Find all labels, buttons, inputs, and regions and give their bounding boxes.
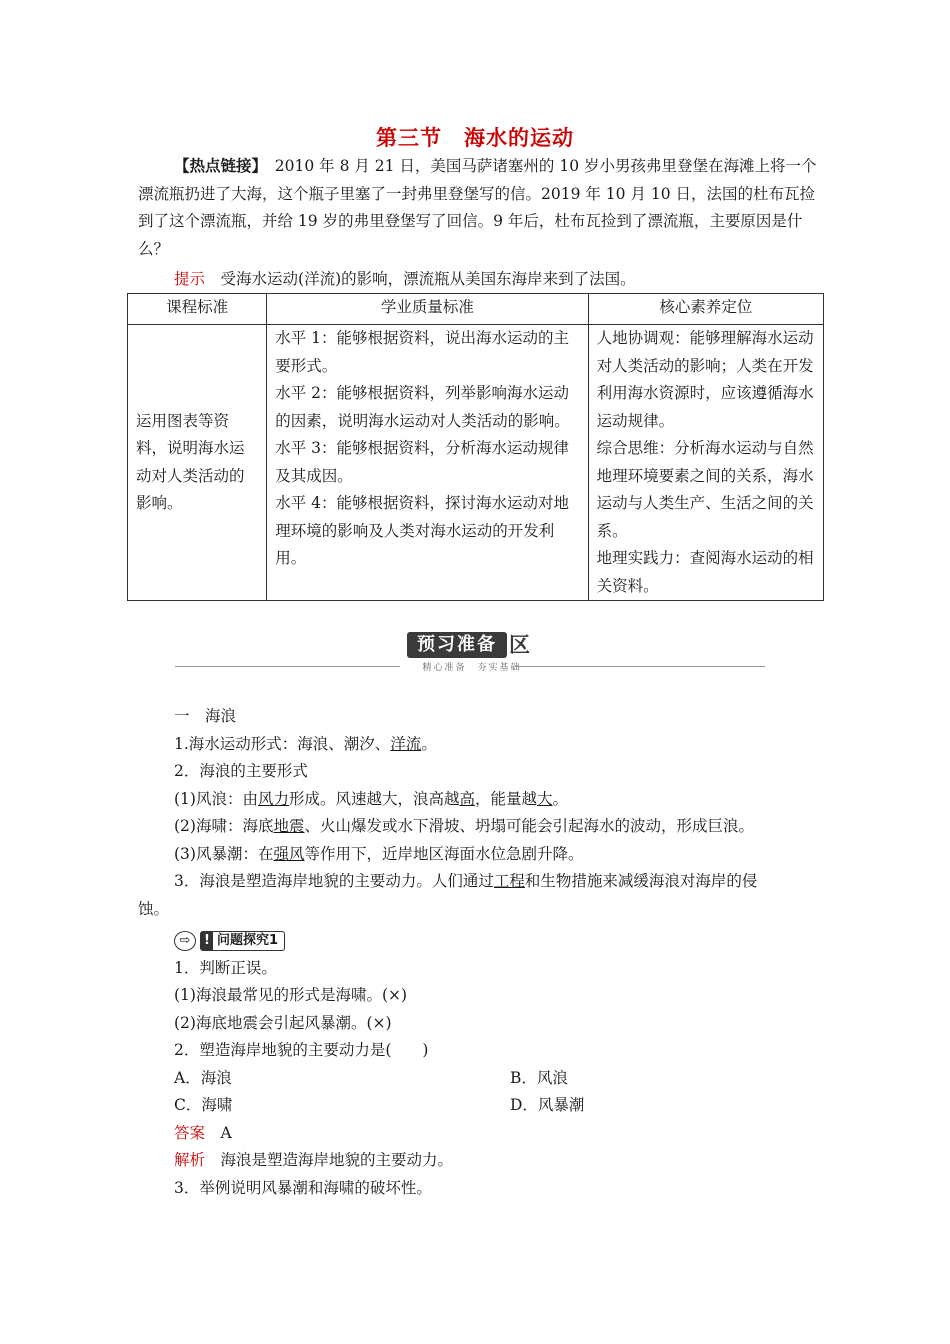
question-2: 2．塑造海岸地貌的主要动力是( )	[174, 1041, 429, 1059]
option-d: D．风暴潮	[510, 1096, 585, 1114]
arrow-icon: ⇨	[174, 931, 196, 951]
surge-text-c: 等作用下，近岸地区海面水位急剧升降。	[304, 844, 584, 863]
question-1: 1．判断正误。	[174, 958, 277, 977]
tsunami-text-c: 、火山爆发或水下滑坡、坍塌可能会引起海水的波动，形成巨浪。	[304, 817, 754, 835]
banner-divider-left	[175, 666, 400, 667]
literacy-cell	[588, 325, 823, 601]
literacy-1: 人地协调观：能够理解海水运动对人类活动的影响；人类在开发利用海水资源时，应该遵循海水运动规律。	[596, 329, 814, 430]
section-banner	[175, 632, 765, 672]
option-a: A．海浪	[174, 1068, 232, 1087]
question-3: 3．举例说明风暴潮和海啸的破坏性。	[174, 1178, 432, 1197]
answer-label: 答案	[174, 1123, 206, 1142]
banner-title: 预习准备	[407, 632, 507, 658]
blank-answer: 风力	[257, 789, 289, 808]
question-1a: (1)海浪最常见的形式是海啸。(×)	[174, 986, 408, 1004]
blank-answer: 洋流	[390, 734, 422, 753]
banner-title-tail: 区	[509, 632, 530, 657]
options-row-2	[174, 1092, 824, 1120]
item-3-text-a: 3．海浪是塑造海岸地貌的主要动力。人们通过	[174, 872, 494, 890]
section-heading: 一 海浪	[174, 707, 237, 725]
analysis-label: 解析	[174, 1151, 206, 1169]
item-2: 2．海浪的主要形式	[174, 762, 308, 780]
banner-subtitle: 精心准备 夯实基础	[422, 663, 522, 673]
blank-answer: 工程	[493, 872, 525, 890]
quality-level-1: 水平 1：能够根据资料，说出海水运动的主要形式。	[275, 329, 569, 375]
item-1-end: 。	[421, 734, 437, 753]
table-row	[128, 325, 824, 601]
tsunami-text-a: (2)海啸：海底	[174, 817, 274, 835]
exclamation-icon: !	[201, 932, 213, 950]
tip-paragraph	[138, 266, 826, 294]
answer-value: A	[205, 1123, 232, 1142]
standards-table	[127, 293, 824, 601]
main-content	[138, 703, 824, 1202]
literacy-2: 综合思维：分析海水运动与自然地理环境要素之间的关系，海水运动与人类生产、生活之间的关系。	[596, 439, 814, 540]
item-1-text: 1.海水运动形式：海浪、潮汐、	[174, 734, 391, 753]
tsunami-line	[174, 813, 824, 841]
item-1	[174, 731, 824, 759]
options-row-1	[174, 1065, 824, 1093]
quality-level-3: 水平 3：能够根据资料，分析海水运动规律及其成因。	[275, 439, 569, 485]
analysis-text: 海浪是塑造海岸地貌的主要动力。	[205, 1151, 454, 1169]
inquiry-label: 问题探究1	[217, 933, 279, 948]
literacy-3: 地理实践力：查阅海水运动的相关资料。	[596, 549, 814, 595]
header-quality-standard: 学业质量标准	[267, 294, 588, 325]
option-b: B．风浪	[510, 1068, 568, 1087]
tip-label: 提示	[174, 270, 206, 288]
blank-answer: 高	[459, 789, 476, 808]
page-title: 第三节 海水的运动	[376, 125, 574, 150]
hotspot-intro	[138, 152, 826, 294]
quality-level-4: 水平 4：能够根据资料，探讨海水运动对地理环境的影响及人类对海水运动的开发利用。	[275, 494, 569, 567]
blank-answer: 地震	[273, 817, 305, 835]
option-c: C．海啸	[174, 1096, 233, 1114]
wind-wave-line	[174, 786, 824, 814]
course-standard-cell: 运用图表等资料，说明海水运动对人类活动的影响。	[128, 325, 267, 601]
surge-text-a: (3)风暴潮：在	[174, 844, 274, 863]
storm-surge-line	[174, 841, 824, 869]
blank-answer: 大	[537, 789, 553, 808]
banner-divider-right	[515, 666, 765, 667]
answer-line	[174, 1120, 824, 1148]
header-course-standard: 课程标准	[128, 294, 267, 325]
inquiry-badge	[174, 927, 285, 947]
hotspot-label: 【热点链接】	[174, 156, 260, 175]
item-3-text-c: 和生物措施来减缓海浪对海岸的侵	[524, 872, 758, 890]
hotspot-text: 2010 年 8 月 21 日，美国马萨诸塞州的 10 岁小男孩弗里登堡在海滩上将一个漂流瓶扔进了大海，这个瓶子里塞了一封弗里登堡写的信。2019 年 10 月 10 日，法国的杜布瓦捡到了这个漂流瓶，并给 19 岁的弗里登堡写了回信。9 年后，杜布瓦捡到了漂流瓶，主要原因是什么？	[138, 157, 817, 258]
item-3-continued: 蚀。	[138, 899, 170, 918]
quality-level-2: 水平 2：能够根据资料，列举影响海水运动的因素，说明海水运动对人类活动的影响。	[275, 384, 570, 430]
blank-answer: 强风	[273, 844, 305, 863]
analysis-line	[174, 1147, 824, 1175]
question-1b: (2)海底地震会引起风暴潮。(×)	[174, 1013, 392, 1032]
quality-levels-cell	[267, 325, 588, 601]
wind-text-e: ，能量越	[475, 789, 538, 808]
header-literacy: 核心素养定位	[588, 294, 823, 325]
hotspot-paragraph	[138, 152, 826, 263]
inquiry-tag	[200, 931, 285, 951]
table-header-row	[128, 294, 824, 325]
item-3	[174, 868, 824, 896]
tip-text: 受海水运动(洋流)的影响，漂流瓶从美国东海岸来到了法国。	[205, 270, 636, 288]
wind-text-g: 。	[552, 789, 569, 808]
wind-text-a: (1)风浪：由	[174, 789, 258, 808]
wind-text-c: 形成。风速越大，浪高越	[288, 789, 460, 808]
